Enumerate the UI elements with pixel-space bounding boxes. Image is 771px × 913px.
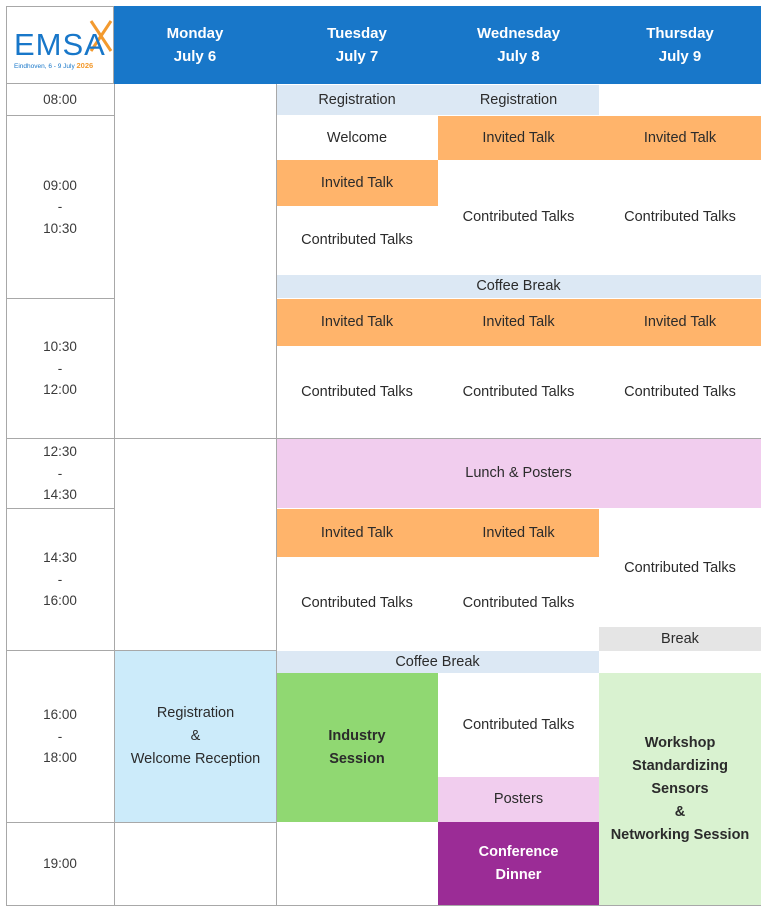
event-line: Welcome Reception bbox=[130, 751, 261, 767]
day-date: July 9 bbox=[658, 48, 702, 65]
wednesday-contributed-talks-3 bbox=[438, 557, 599, 650]
time-1600-1800 bbox=[6, 651, 114, 822]
event-label: Contributed Talks bbox=[301, 383, 413, 400]
event-line: Sensors bbox=[651, 780, 709, 797]
event-label: Coffee Break bbox=[395, 653, 480, 670]
event-line: Registration bbox=[156, 705, 235, 721]
event-label: Contributed Talks bbox=[624, 209, 736, 225]
time-1430-1600 bbox=[6, 509, 114, 650]
event-line: Workshop bbox=[644, 734, 716, 751]
grid-line bbox=[6, 650, 276, 651]
time-end: 10:30 bbox=[43, 220, 77, 236]
event-label: Invited Talk bbox=[320, 524, 394, 541]
day-name: Wednesday bbox=[476, 25, 561, 42]
time-end: 12:00 bbox=[43, 382, 77, 398]
time-0900-1030 bbox=[6, 116, 114, 298]
time-0800 bbox=[6, 85, 114, 115]
thursday-invited-talk-1 bbox=[599, 116, 761, 160]
time-dash: - bbox=[57, 728, 63, 744]
wednesday-invited-talk-1 bbox=[438, 116, 599, 160]
event-label: Invited Talk bbox=[482, 314, 555, 330]
event-label: Coffee Break bbox=[476, 278, 561, 294]
grid-line bbox=[114, 84, 115, 906]
tuesday-invited-talk-1 bbox=[276, 160, 438, 206]
grid-line bbox=[6, 438, 761, 439]
logo-subtitle bbox=[14, 61, 93, 70]
tuesday-invited-talk-2 bbox=[276, 299, 438, 346]
grid-line bbox=[276, 84, 277, 906]
event-label: Posters bbox=[493, 791, 544, 807]
event-line: Standardizing bbox=[632, 757, 728, 774]
event-label: Invited Talk bbox=[643, 314, 717, 330]
wednesday-contributed-talks-1 bbox=[438, 160, 599, 275]
event-label: Invited Talk bbox=[482, 524, 555, 541]
event-label: Welcome bbox=[326, 129, 388, 146]
header-tuesday bbox=[276, 6, 438, 84]
time-start: 10:30 bbox=[43, 339, 77, 355]
grid-line bbox=[6, 822, 276, 823]
event-label: Contributed Talks bbox=[624, 383, 736, 400]
time-label: 19:00 bbox=[43, 856, 77, 872]
time-end: 18:00 bbox=[43, 750, 77, 766]
wednesday-contributed-talks-4 bbox=[438, 673, 599, 777]
logo-title: EMSA bbox=[14, 27, 106, 62]
time-1230-1430 bbox=[6, 439, 114, 508]
grid-line bbox=[6, 115, 114, 116]
event-label: Contributed Talks bbox=[462, 716, 575, 733]
thursday-invited-talk-2 bbox=[599, 299, 761, 346]
event-label: Contributed Talks bbox=[624, 559, 736, 576]
thursday-contributed-talks-2 bbox=[599, 346, 761, 438]
day-date: July 6 bbox=[173, 48, 217, 65]
wednesday-posters bbox=[438, 777, 599, 822]
wednesday-conference-dinner bbox=[438, 822, 599, 905]
tuesday-industry-session bbox=[276, 673, 438, 822]
day-date: July 8 bbox=[497, 48, 540, 65]
time-start: 14:30 bbox=[43, 550, 77, 566]
tuesday-invited-talk-3 bbox=[276, 509, 438, 557]
event-line: Networking Session bbox=[610, 826, 750, 843]
wednesday-registration bbox=[438, 85, 599, 115]
event-label: Lunch & Posters bbox=[465, 465, 572, 481]
day-name: Monday bbox=[166, 25, 224, 42]
tuesday-contributed-talks-3 bbox=[276, 557, 438, 650]
time-1900 bbox=[6, 823, 114, 905]
day-name: Thursday bbox=[646, 25, 714, 42]
event-label: Invited Talk bbox=[320, 174, 394, 191]
event-label: Contributed Talks bbox=[462, 209, 575, 225]
time-dash: - bbox=[57, 199, 63, 215]
wednesday-contributed-talks-2 bbox=[438, 346, 599, 438]
logo-year: 2026 bbox=[76, 61, 94, 70]
event-label: Break bbox=[661, 630, 699, 647]
logo-subtitle-text: Eindhoven, 6 - 9 July bbox=[14, 63, 75, 70]
day-name: Tuesday bbox=[327, 25, 387, 42]
event-label: Contributed Talks bbox=[462, 595, 575, 611]
logo-box bbox=[6, 6, 114, 84]
coffee-break-morning bbox=[276, 275, 761, 298]
event-line: & bbox=[674, 803, 686, 820]
event-label: Registration bbox=[479, 91, 558, 108]
tuesday-contributed-talks-1 bbox=[276, 206, 438, 275]
event-line: Dinner bbox=[495, 866, 542, 883]
thursday-contributed-talks-1 bbox=[599, 160, 761, 275]
monday-registration-reception bbox=[115, 651, 276, 822]
time-dash: - bbox=[57, 571, 63, 587]
thursday-contributed-talks-3 bbox=[599, 509, 761, 627]
event-label: Invited Talk bbox=[482, 129, 555, 146]
time-start: 16:00 bbox=[43, 707, 77, 723]
event-line: & bbox=[190, 728, 201, 744]
event-label: Contributed Talks bbox=[462, 383, 575, 400]
wednesday-invited-talk-2 bbox=[438, 299, 599, 346]
event-line: Industry bbox=[328, 727, 386, 744]
tuesday-registration bbox=[276, 85, 438, 115]
time-dash: - bbox=[57, 465, 63, 481]
grid-line bbox=[6, 508, 114, 509]
event-label: Invited Talk bbox=[643, 129, 717, 146]
event-line: Conference bbox=[478, 843, 559, 860]
event-label: Invited Talk bbox=[320, 314, 394, 330]
time-start: 12:30 bbox=[43, 444, 77, 460]
event-label: Registration bbox=[318, 91, 396, 108]
header-wednesday bbox=[438, 6, 599, 84]
lunch-posters bbox=[276, 439, 761, 508]
time-label: 08:00 bbox=[43, 92, 77, 108]
thursday-workshop-networking bbox=[599, 673, 761, 905]
tuesday-contributed-talks-2 bbox=[276, 346, 438, 438]
event-line: Session bbox=[329, 750, 385, 767]
time-end: 14:30 bbox=[43, 487, 77, 503]
grid-line bbox=[6, 905, 761, 906]
event-label: Contributed Talks bbox=[301, 232, 413, 248]
tuesday-welcome bbox=[276, 116, 438, 160]
header-thursday bbox=[599, 6, 761, 84]
time-start: 09:00 bbox=[43, 177, 77, 193]
event-label: Contributed Talks bbox=[301, 595, 413, 611]
time-dash: - bbox=[57, 360, 63, 376]
header-monday bbox=[114, 6, 276, 84]
wednesday-invited-talk-3 bbox=[438, 509, 599, 557]
time-1030-1200 bbox=[6, 299, 114, 438]
time-end: 16:00 bbox=[43, 593, 77, 609]
thursday-break bbox=[599, 627, 761, 651]
day-date: July 7 bbox=[335, 48, 379, 65]
grid-line bbox=[6, 84, 7, 906]
coffee-break-afternoon bbox=[276, 651, 599, 673]
grid-line bbox=[6, 298, 114, 299]
